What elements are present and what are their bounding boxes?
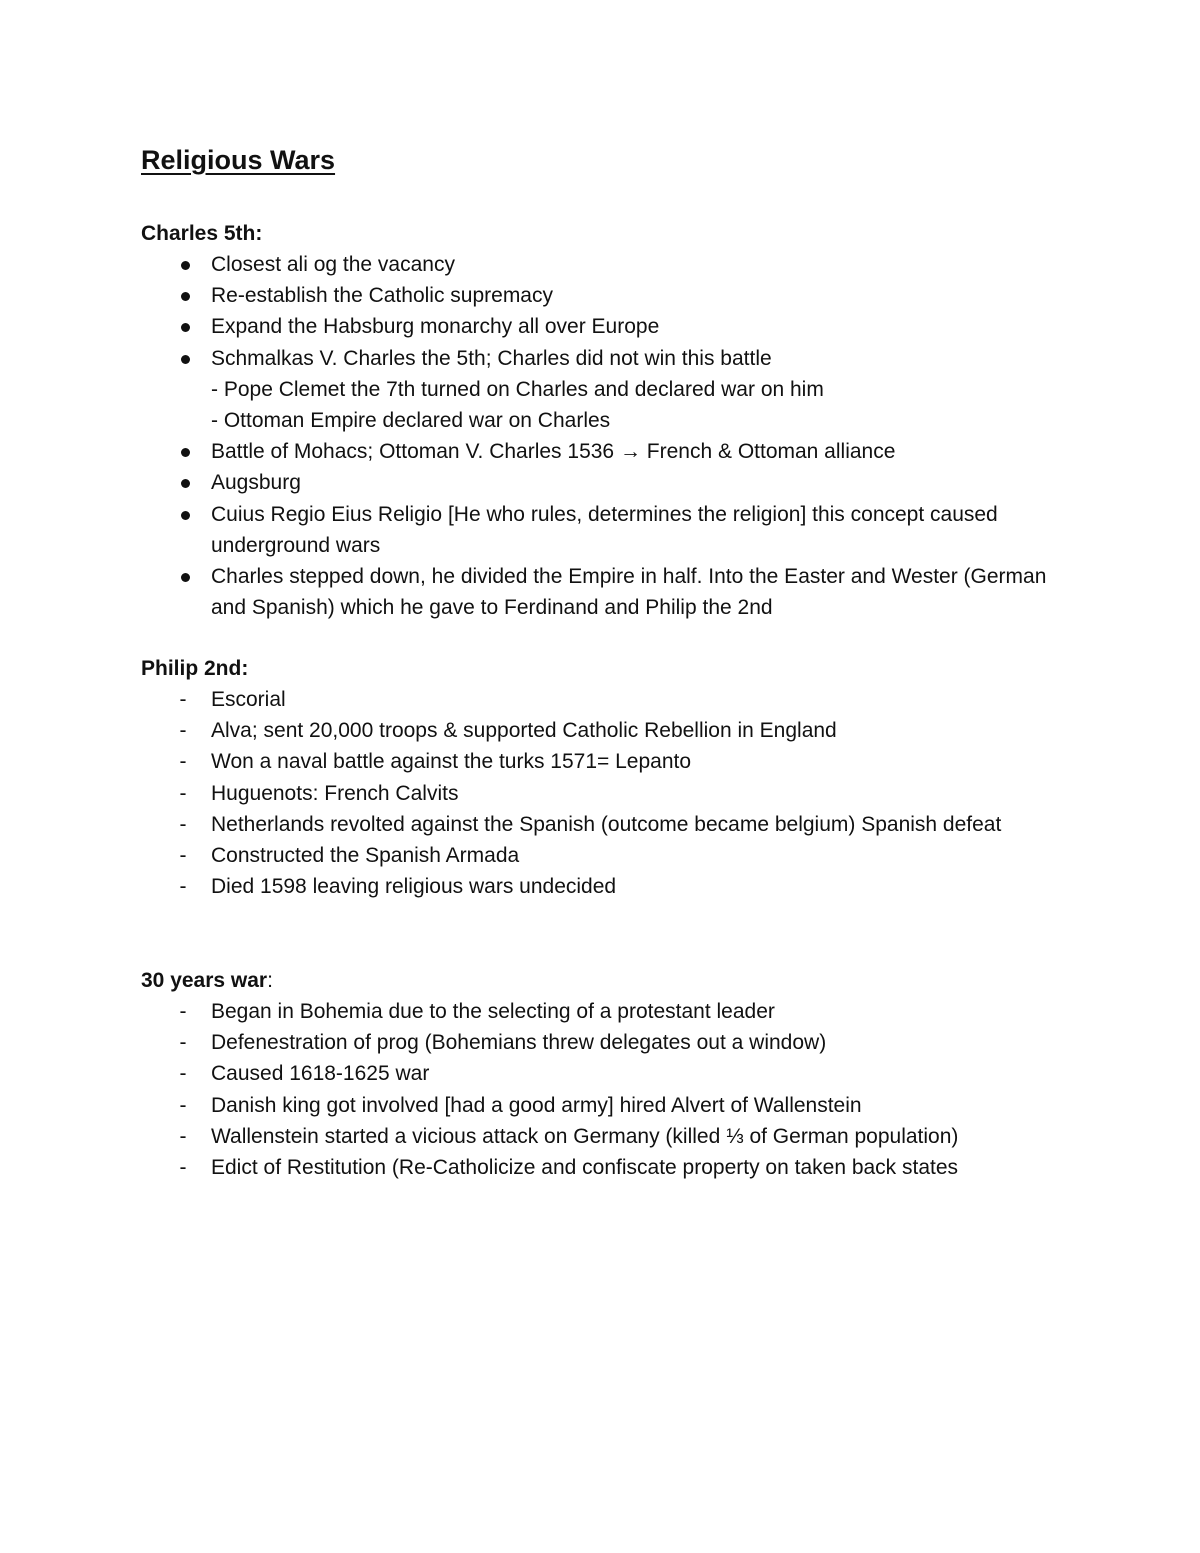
list-item bbox=[141, 467, 1081, 498]
dash-marker: - bbox=[179, 1124, 187, 1148]
list-item bbox=[141, 1058, 1081, 1089]
list-item bbox=[141, 1152, 1081, 1183]
list-item-text: Wallenstein started a vicious attack on Germany (killed ⅓ of German population) bbox=[211, 1124, 959, 1148]
list-item-text: Alva; sent 20,000 troops & supported Catholic Rebellion in England bbox=[211, 719, 837, 743]
list-item bbox=[141, 249, 1081, 280]
list-item-subline: - Pope Clemet the 7th turned on Charles and declared war on him bbox=[211, 377, 824, 401]
list-item-text: Expand the Habsburg monarchy all over Europe bbox=[211, 315, 660, 339]
list-item bbox=[141, 1027, 1081, 1058]
list-item-text: Died 1598 leaving religious wars undecided bbox=[211, 875, 617, 899]
dash-marker: - bbox=[179, 1062, 187, 1086]
list-item bbox=[141, 809, 1081, 840]
bullet-icon bbox=[175, 249, 195, 270]
list-item bbox=[141, 746, 1081, 777]
dash-list bbox=[141, 684, 1081, 902]
dash-marker: - bbox=[179, 719, 187, 743]
bullet-list bbox=[141, 249, 1081, 623]
list-item bbox=[141, 499, 1081, 561]
section-heading: Charles 5th: bbox=[141, 222, 263, 245]
list-item-text: Augsburg bbox=[211, 471, 301, 495]
list-item-text: Caused 1618-1625 war bbox=[211, 1062, 430, 1086]
section-heading bbox=[141, 965, 1081, 996]
bullet-icon bbox=[175, 499, 195, 520]
dash-marker: - bbox=[179, 812, 187, 836]
list-item bbox=[141, 280, 1081, 311]
list-item bbox=[141, 871, 1081, 902]
list-item-text: Won a naval battle against the turks 1571= Lepanto bbox=[211, 750, 692, 774]
dash-marker: - bbox=[179, 781, 187, 805]
list-item bbox=[141, 715, 1081, 746]
bullet-icon bbox=[175, 280, 195, 301]
list-item-text: Schmalkas V. Charles the 5th; Charles did not win this battle bbox=[211, 346, 772, 370]
list-item bbox=[141, 343, 1081, 437]
page-title: Religious Wars bbox=[141, 145, 336, 175]
list-item bbox=[141, 778, 1081, 809]
list-item bbox=[141, 311, 1081, 342]
bullet-icon bbox=[175, 311, 195, 332]
bullet-icon bbox=[175, 561, 195, 582]
list-item bbox=[141, 840, 1081, 871]
dash-marker: - bbox=[179, 688, 187, 711]
bullet-icon bbox=[175, 467, 195, 488]
list-item bbox=[141, 1090, 1081, 1121]
list-item-text: Danish king got involved [had a good army] hired Alvert of Wallenstein bbox=[211, 1093, 862, 1117]
list-item-text: Defenestration of prog (Bohemians threw delegates out a window) bbox=[211, 1031, 827, 1055]
section-heading-text: 30 years war bbox=[141, 969, 268, 992]
dash-marker: - bbox=[179, 875, 187, 899]
dash-marker: - bbox=[179, 844, 187, 868]
dash-marker: - bbox=[179, 1000, 187, 1023]
dash-marker: - bbox=[179, 1093, 187, 1117]
list-item-text: Re-establish the Catholic supremacy bbox=[211, 284, 553, 308]
list-item-text: Escorial bbox=[211, 688, 286, 711]
section-heading-colon: : bbox=[267, 969, 273, 992]
list-item-text: Battle of Mohacs; Ottoman V. Charles 1536 → French & Ottoman alliance bbox=[211, 440, 896, 464]
list-item-text: Huguenots: French Calvits bbox=[211, 781, 459, 805]
list-item-subline: - Ottoman Empire declared war on Charles bbox=[211, 409, 611, 433]
list-item-text: Charles stepped down, he divided the Empire in half. Into the Easter and Wester (German and Spanish) which he gave to Ferdinand and Philip the 2nd bbox=[211, 565, 1047, 620]
list-item-text: Began in Bohemia due to the selecting of a protestant leader bbox=[211, 1000, 775, 1023]
dash-marker: - bbox=[179, 750, 187, 774]
list-item bbox=[141, 1121, 1081, 1152]
dash-list bbox=[141, 996, 1081, 1183]
section-charles-5th bbox=[141, 218, 1081, 623]
dash-marker: - bbox=[179, 1031, 187, 1055]
section-30-years-war bbox=[141, 965, 1081, 1183]
list-item-text: Netherlands revolted against the Spanish (outcome became belgium) Spanish defeat bbox=[211, 812, 1002, 836]
bullet-icon bbox=[175, 343, 195, 364]
section-heading: Philip 2nd: bbox=[141, 657, 249, 680]
list-item bbox=[141, 684, 1081, 715]
list-item-text: Closest ali og the vacancy bbox=[211, 253, 455, 276]
list-item-text: Cuius Regio Eius Religio [He who rules, determines the religion] this concept caused underground wars bbox=[211, 502, 998, 557]
list-item bbox=[141, 561, 1081, 623]
list-item bbox=[141, 436, 1081, 467]
bullet-icon bbox=[175, 436, 195, 457]
section-philip-2nd bbox=[141, 653, 1081, 902]
list-item-text: Edict of Restitution (Re-Catholicize and confiscate property on taken back states bbox=[211, 1156, 959, 1180]
list-item-text: Constructed the Spanish Armada bbox=[211, 844, 520, 868]
list-item bbox=[141, 996, 1081, 1027]
dash-marker: - bbox=[179, 1156, 187, 1180]
